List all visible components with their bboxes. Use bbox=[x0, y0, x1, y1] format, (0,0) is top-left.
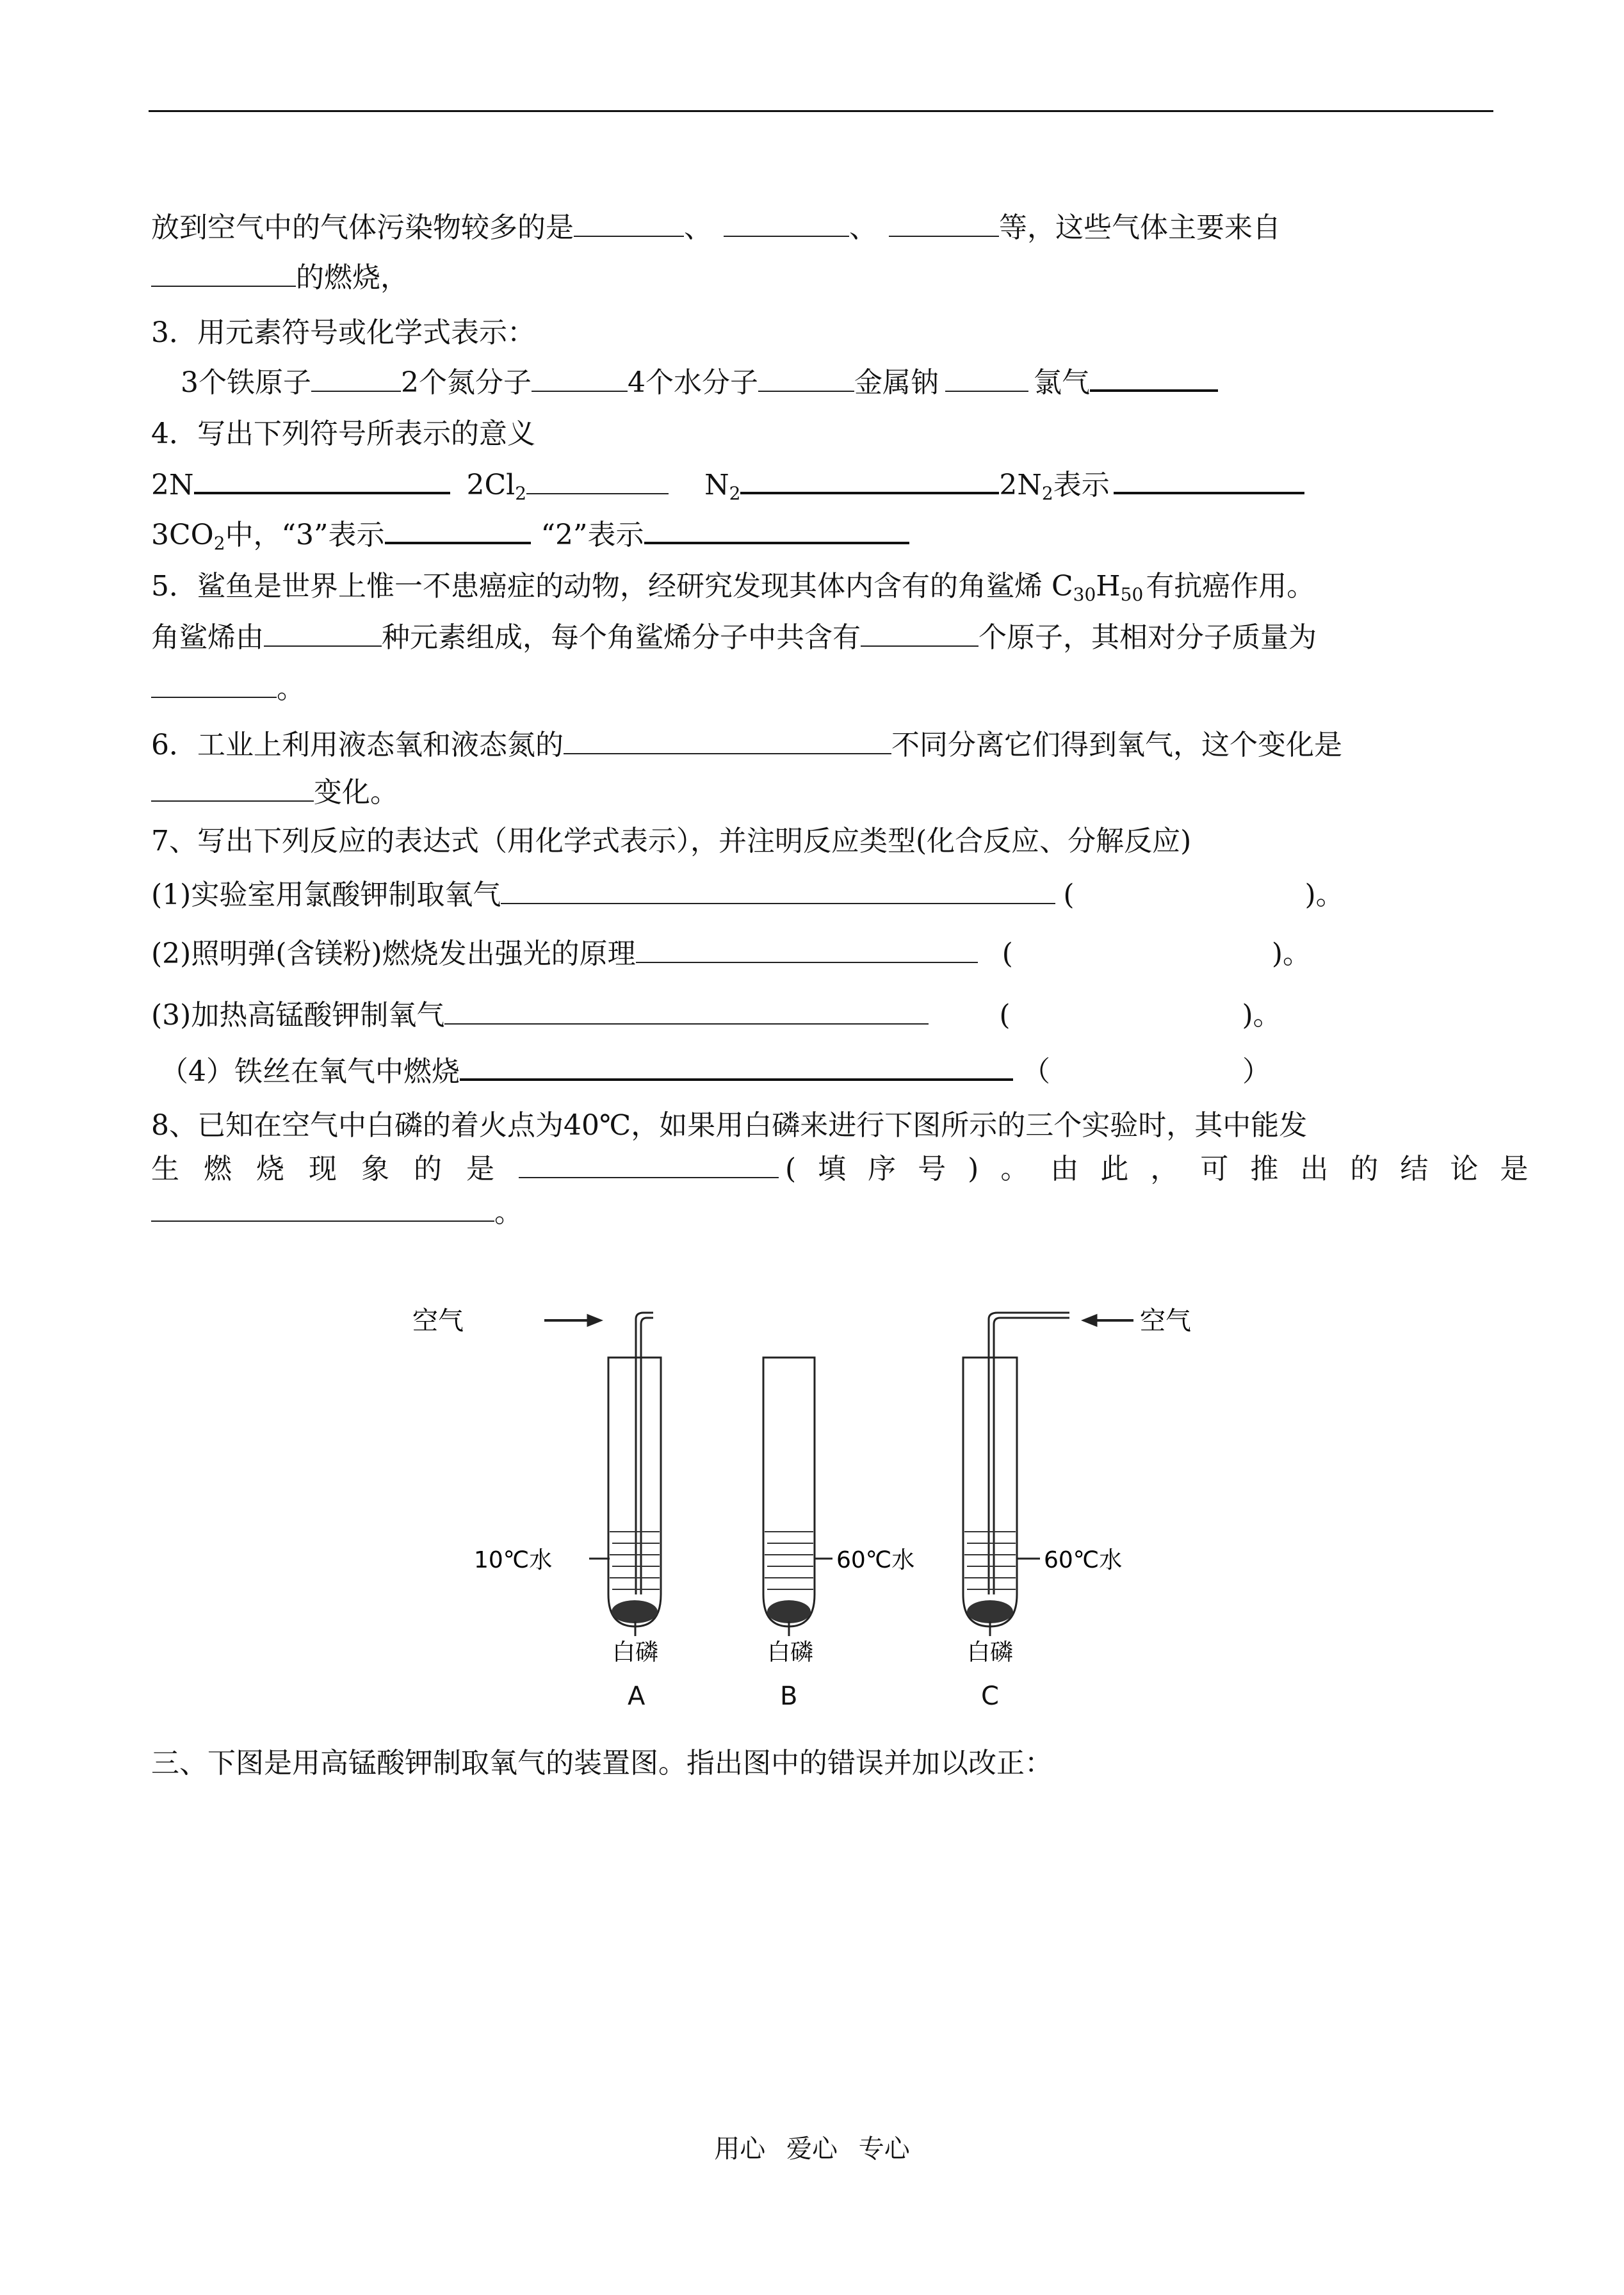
answer-blank[interactable] bbox=[151, 260, 296, 287]
q5-text: 。 bbox=[277, 672, 305, 705]
tube-c-bend-inner bbox=[994, 1318, 1069, 1324]
q8-line-3 bbox=[151, 1194, 523, 1232]
section-3-heading: 三、下图是用高锰酸钾制取氧气的装置图。指出图中的错误并加以改正： bbox=[151, 1747, 1053, 1780]
q7-reaction-4 bbox=[160, 1053, 1271, 1091]
tube-a-body bbox=[608, 1358, 661, 1626]
page-footer: 用心 爱心 专心 bbox=[714, 2134, 910, 2164]
answer-blank[interactable] bbox=[532, 365, 628, 392]
reaction-type-blank[interactable] bbox=[1013, 937, 1272, 963]
q2-text: 等，这些气体主要来自 bbox=[999, 211, 1281, 244]
symbol-text: 2Cl bbox=[466, 469, 516, 501]
q6-text: 变化。 bbox=[314, 776, 398, 809]
answer-blank[interactable] bbox=[444, 998, 929, 1025]
answer-blank[interactable] bbox=[385, 516, 531, 544]
label-a-water: 10℃水 bbox=[474, 1547, 553, 1573]
answer-blank[interactable] bbox=[740, 466, 999, 494]
symbol bbox=[704, 469, 741, 504]
paren: ( bbox=[1063, 879, 1075, 911]
q3-item: 2个氮分子 bbox=[401, 366, 532, 399]
paren: ( bbox=[999, 999, 1011, 1032]
answer-blank[interactable] bbox=[501, 877, 1055, 904]
q5-text: 有抗癌作用。 bbox=[1146, 570, 1315, 603]
label-air-c: 空气 bbox=[1140, 1306, 1191, 1336]
subscript: 2 bbox=[515, 483, 527, 504]
test-tube-a bbox=[544, 1313, 661, 1626]
q3-item: 金属钠 bbox=[854, 366, 939, 399]
figure-label-c: C bbox=[981, 1682, 999, 1711]
answer-blank[interactable] bbox=[1114, 466, 1304, 494]
answer-blank[interactable] bbox=[889, 210, 999, 237]
subscript: 30 bbox=[1073, 584, 1096, 605]
q6-text: 6．工业上利用液态氧和液态氮的 bbox=[151, 729, 564, 761]
q4-symbols-1 bbox=[151, 466, 1304, 505]
q4-title: 4．写出下列符号所表示的意义 bbox=[151, 418, 535, 450]
answer-blank[interactable] bbox=[861, 620, 978, 647]
label-c-water: 60℃水 bbox=[1044, 1547, 1123, 1573]
q7-title: 7、写出下列反应的表达式（用化学式表示），并注明反应类型(化合反应、分解反应) bbox=[151, 825, 1192, 857]
q4-symbols-2 bbox=[151, 516, 909, 555]
answer-blank[interactable] bbox=[1090, 364, 1218, 392]
q5-text: 角鲨烯由 bbox=[151, 621, 264, 654]
q5-text: 5．鲨鱼是世界上惟一不患癌症的动物，经研究发现其体内含有的角鲨烯 C bbox=[151, 570, 1073, 603]
answer-blank[interactable] bbox=[460, 1053, 1013, 1081]
paren: )。 bbox=[1271, 937, 1311, 970]
tube-a-bend-inner bbox=[641, 1318, 653, 1324]
phosphorus-b bbox=[767, 1600, 811, 1623]
subscript: 2 bbox=[213, 533, 225, 554]
symbol bbox=[466, 469, 527, 504]
water-b bbox=[765, 1532, 813, 1589]
q6-line-2 bbox=[151, 774, 398, 812]
paren: )。 bbox=[1242, 999, 1281, 1032]
answer-blank[interactable] bbox=[526, 467, 669, 494]
answer-blank[interactable] bbox=[636, 936, 978, 963]
symbol: 2N bbox=[151, 469, 194, 501]
q8-text: 。 bbox=[494, 1196, 523, 1229]
label-b-water: 60℃水 bbox=[836, 1547, 915, 1573]
symbol-text: 2N bbox=[999, 469, 1042, 501]
q7-reaction-3 bbox=[151, 996, 1281, 1035]
answer-blank[interactable] bbox=[945, 365, 1028, 392]
phosphorus-a bbox=[612, 1600, 658, 1623]
header-rule bbox=[149, 110, 1493, 112]
reaction-label: (3)加热高锰酸钾制氧气 bbox=[151, 999, 445, 1032]
air-arrowhead-a bbox=[588, 1315, 601, 1326]
q7-reaction-1 bbox=[151, 876, 1344, 914]
q2-text: 放到空气中的气体污染物较多的是 bbox=[151, 211, 574, 244]
subscript: 50 bbox=[1120, 584, 1144, 605]
symbol-text: “2”表示 bbox=[540, 519, 644, 551]
symbol-text: 中，“3”表示 bbox=[225, 519, 385, 551]
separator: 、 bbox=[849, 211, 877, 244]
q3-title: 3．用元素符号或化学式表示： bbox=[151, 316, 535, 349]
symbol-text: N bbox=[704, 469, 729, 501]
label-a-phosphorus: 白磷 bbox=[612, 1639, 659, 1666]
answer-blank[interactable] bbox=[151, 671, 277, 698]
answer-blank[interactable] bbox=[724, 210, 849, 237]
paren: ） bbox=[1242, 1055, 1271, 1088]
paren: ( bbox=[1002, 937, 1013, 970]
answer-blank[interactable] bbox=[519, 1151, 779, 1178]
q7-reaction-2 bbox=[151, 935, 1311, 973]
q8-line-2 bbox=[151, 1150, 1550, 1188]
answer-blank[interactable] bbox=[151, 1195, 494, 1222]
q2-line-1 bbox=[151, 209, 1281, 247]
experiment-figure bbox=[384, 1287, 1255, 1666]
reaction-type-blank[interactable] bbox=[1075, 879, 1305, 904]
q5-text: 种元素组成，每个角鲨烯分子中共含有 bbox=[382, 621, 861, 654]
answer-blank[interactable] bbox=[151, 775, 314, 802]
answer-blank[interactable] bbox=[564, 727, 891, 754]
label-air-a: 空气 bbox=[412, 1306, 464, 1336]
q3-items bbox=[181, 364, 1218, 402]
q5-text: H bbox=[1096, 570, 1121, 603]
q6-line-1 bbox=[151, 726, 1342, 765]
answer-blank[interactable] bbox=[194, 466, 450, 494]
water-a bbox=[610, 1532, 660, 1589]
q8-line-1: 8、已知在空气中白磷的着火点为40℃，如果用白磷来进行下图所示的三个实验时，其中能发 bbox=[151, 1109, 1308, 1142]
answer-blank[interactable] bbox=[311, 365, 401, 392]
q8-text: 生燃烧现象的是 bbox=[151, 1153, 519, 1185]
reaction-label: (2)照明弹(含镁粉)燃烧发出强光的原理 bbox=[151, 937, 636, 970]
symbol-text: 3CO bbox=[151, 519, 214, 551]
q3-item: 氯气 bbox=[1034, 366, 1090, 399]
figure-label-b: B bbox=[780, 1682, 798, 1711]
reaction-label: （4）铁丝在氧气中燃烧 bbox=[160, 1055, 460, 1088]
subscript: 2 bbox=[1041, 483, 1053, 504]
reaction-label: (1)实验室用氯酸钾制取氧气 bbox=[151, 879, 501, 911]
q3-item: 3个铁原子 bbox=[181, 366, 311, 399]
q8-text: (填序号)。由此，可推出的结论是 bbox=[785, 1153, 1550, 1185]
q5-line-1 bbox=[151, 567, 1315, 606]
subscript: 2 bbox=[729, 483, 741, 504]
tube-a-inlet bbox=[636, 1319, 641, 1594]
q5-line-2 bbox=[151, 619, 1317, 657]
symbol bbox=[999, 469, 1110, 504]
label-b-phosphorus: 白磷 bbox=[767, 1639, 814, 1666]
water-c bbox=[964, 1532, 1016, 1589]
test-tube-c bbox=[963, 1313, 1133, 1626]
tube-c-body bbox=[963, 1358, 1017, 1626]
paren: )。 bbox=[1304, 879, 1344, 911]
answer-blank[interactable] bbox=[574, 210, 684, 237]
answer-blank[interactable] bbox=[644, 516, 909, 544]
paren: （ bbox=[1022, 1055, 1050, 1088]
symbol-text: 表示 bbox=[1053, 469, 1110, 501]
separator: 、 bbox=[684, 211, 712, 244]
figure-label-a: A bbox=[628, 1682, 646, 1711]
phosphorus-c bbox=[967, 1600, 1013, 1623]
q5-line-3 bbox=[151, 670, 305, 708]
q3-item: 4个水分子 bbox=[628, 366, 758, 399]
answer-blank[interactable] bbox=[264, 620, 382, 647]
air-arrowhead-c bbox=[1084, 1315, 1096, 1326]
q6-text: 不同分离它们得到氧气，这个变化是 bbox=[891, 729, 1342, 761]
tube-c-inlet bbox=[989, 1319, 994, 1594]
q5-text: 个原子，其相对分子质量为 bbox=[978, 621, 1317, 654]
tube-b-body bbox=[763, 1358, 815, 1626]
answer-blank[interactable] bbox=[758, 365, 854, 392]
test-tube-b bbox=[763, 1358, 815, 1626]
label-c-phosphorus: 白磷 bbox=[967, 1639, 1014, 1666]
q2-text: 的燃烧， bbox=[296, 261, 409, 294]
reaction-type-blank[interactable] bbox=[1011, 999, 1242, 1025]
reaction-type-blank[interactable] bbox=[1050, 1055, 1242, 1081]
q2-line-2 bbox=[151, 259, 409, 297]
